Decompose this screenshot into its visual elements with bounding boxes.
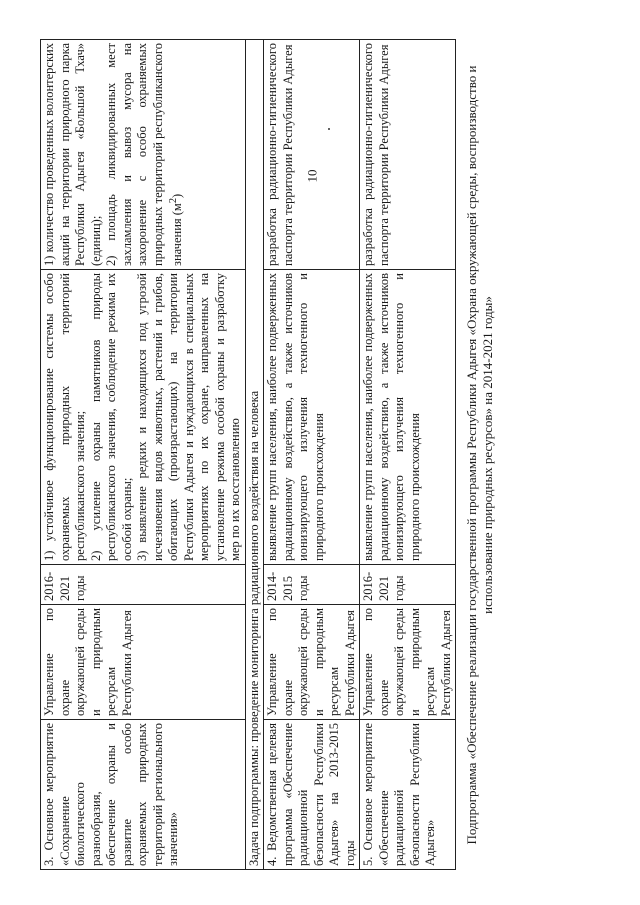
event-cell: 5. Основное мероприятие «Обеспечение радиационной безопасности Республики Адыгея» — [360, 720, 456, 870]
superscript: 2 — [168, 197, 179, 204]
subprogram-title: Подпрограмма «Обеспечение реализации государственной программы Республики Адыгея «Охрана окружающей среды, воспроизводство и использование природных ресурсов» на 2014-2021 годы» — [464, 65, 495, 845]
results-cell: выявление групп населения, наиболее подверженных радиационному воздействию, а также источников ионизирующего излучения техногенного и природного происхождения — [360, 270, 456, 565]
table-row — [245, 40, 264, 870]
indicators-cell: разработка радиационно-гигиенического паспорта территории Республики Адыгея — [360, 40, 456, 270]
executor-cell: Управление по охране окружающей среды и природным ресурсам Республики Адыгея — [264, 605, 360, 720]
indicator-item — [104, 43, 186, 266]
subprogram-table — [40, 39, 456, 870]
table-row — [264, 40, 360, 870]
indicators-cell — [41, 40, 246, 270]
result-item: 2) усиление охраны памятников природы республиканского значения, соблюдение режима их особой охраны; — [88, 273, 134, 561]
period-cell: 2014-2015 годы — [264, 565, 360, 605]
result-item: 1) устойчивое функционирование системы особо охраняемых природных территорий республиканского значения; — [42, 273, 87, 561]
period-cell: 2016-2021 годы — [360, 565, 456, 605]
result-item: 3) выявление редких и находящихся под угрозой исчезновения видов животных, растений и грибов, обитающих (произрастающих) на территории Республики Адыгея и нуждающихся в специальных мероприятиях по их охране, направленных на установление режима особой охраны и разработку мер по их восстановлению — [135, 273, 242, 561]
task-row: Задача подпрограммы: проведение мониторинга радиационного воздействия на человека — [245, 40, 264, 870]
closing-paren: ) — [170, 193, 185, 198]
event-cell: 4. Ведомственная целевая программа «Обеспечение радиационной безопасности Республики Адыгея» на 2013-2015 годы — [264, 720, 360, 870]
results-cell: выявление групп населения, наиболее подверженных радиационному воздействию, а также источников ионизирующего излучения техногенного и природного происхождения — [264, 270, 360, 565]
period-cell: 2016-2021 годы — [41, 565, 246, 605]
table-row — [41, 40, 246, 870]
executor-cell: Управление по охране окружающей среды и природным ресурсам Республики Адыгея — [360, 605, 456, 720]
indicator-text: 2) площадь ликвидированных мест захламления и вывоз мусора на захоронение с особо охраняемых природных территорий республиканского значения (м — [104, 43, 185, 266]
event-cell: 3. Основное мероприятие «Сохранение биологического разнообразия, обеспечение охраны и развитие особо охраняемых природных территорий регионального значения» — [41, 720, 246, 870]
results-cell — [41, 270, 246, 565]
indicator-item: 1) количество проведенных волонтерских акций на территории природного парка Республики Адыгея «Большой Тхач» (единиц); — [42, 43, 103, 266]
rotated-page-content — [40, 40, 600, 870]
indicators-cell: разработка радиационно-гигиенического паспорта территории Республики Адыгея — [264, 40, 360, 270]
table-row — [360, 40, 456, 870]
executor-cell: Управление по охране окружающей среды и природным ресурсам Республики Адыгея — [41, 605, 246, 720]
page-number: 10 — [304, 169, 320, 183]
